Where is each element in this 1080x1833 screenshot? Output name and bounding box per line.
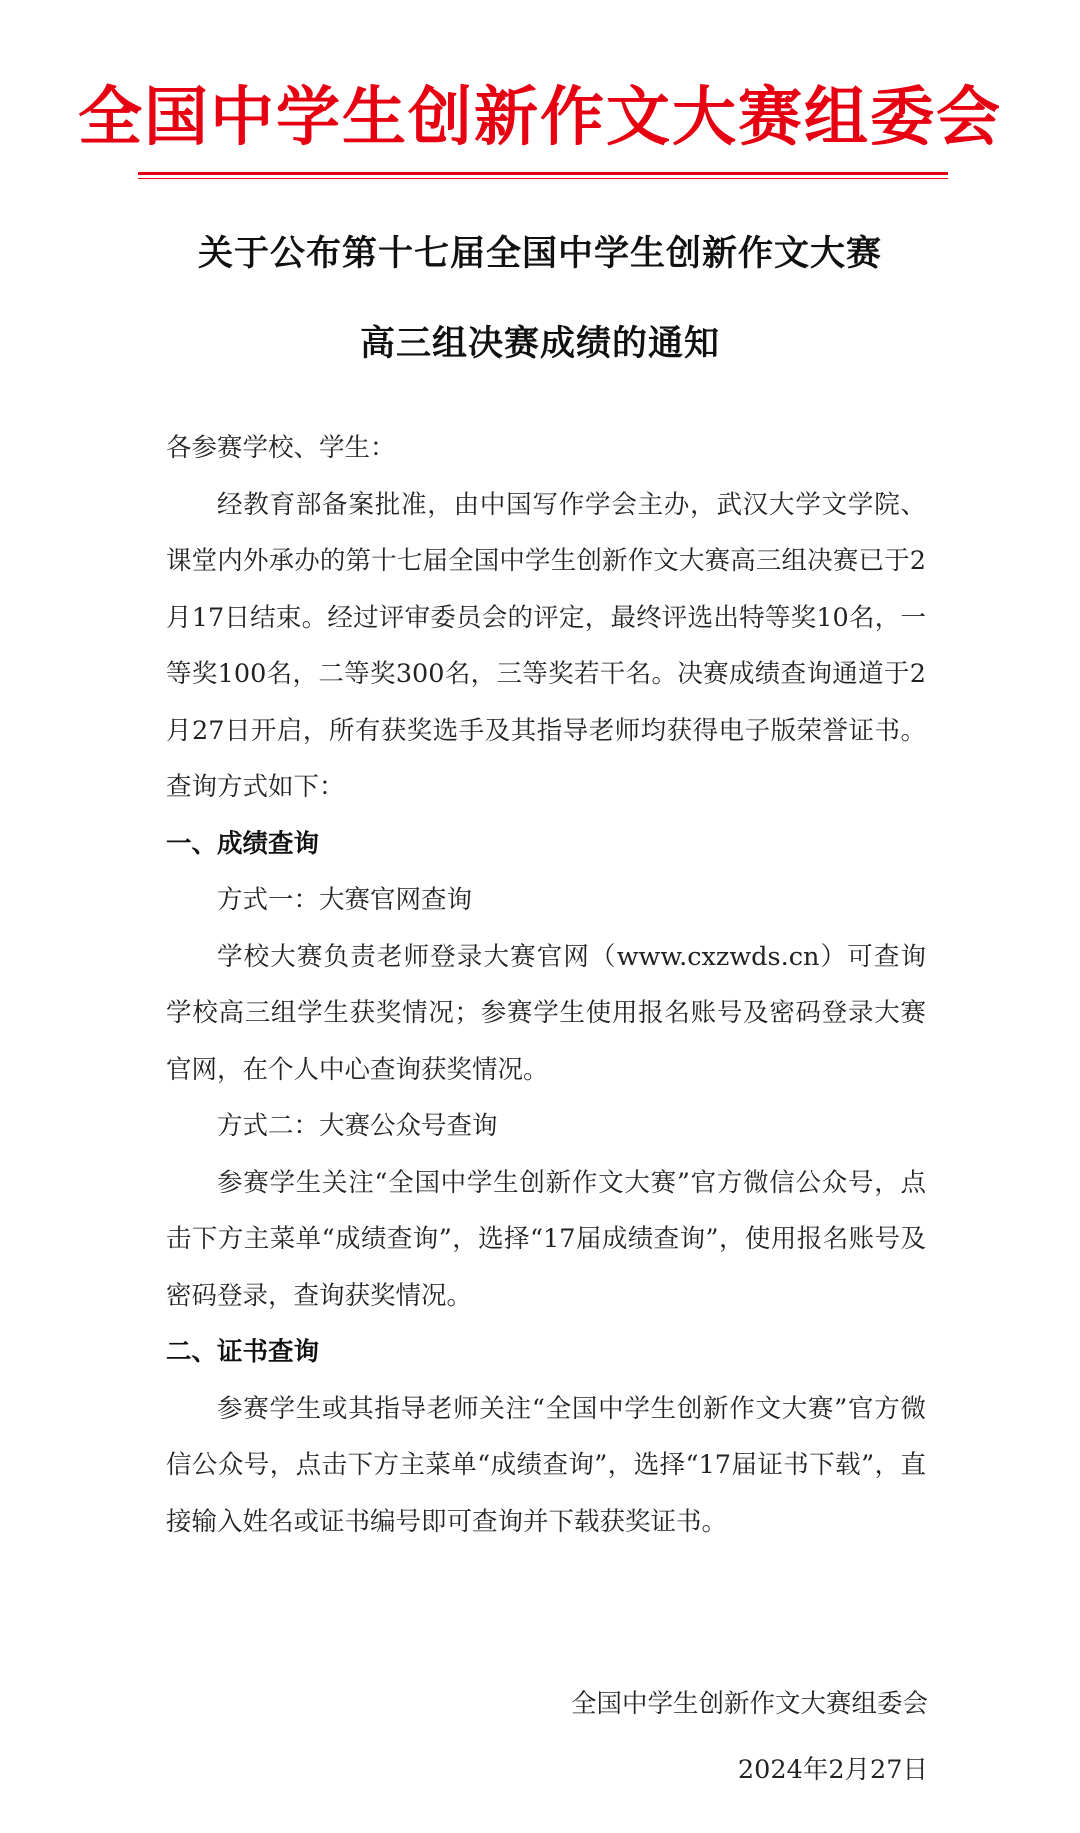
method1-title: 方式一：大赛官网查询 [217, 885, 473, 915]
method2-title: 方式二：大赛公众号查询 [217, 1111, 498, 1141]
notice-title-line1: 关于公布第十七届全国中学生创新作文大赛 [197, 234, 882, 274]
notice-body [166, 420, 926, 1550]
method2-paragraph: 参赛学生关注“全国中学生创新作文大赛”官方微信公众号，点击下方主菜单“成绩查询”，选择“17届成绩查询”，使用报名账号及密码登录，查询获奖情况。 [166, 1167, 926, 1311]
signature-org: 全国中学生创新作文大赛组委会 [570, 1689, 928, 1719]
letterhead-org-name: 全国中学生创新作文大赛组委会 [78, 80, 1002, 155]
letterhead-rule-thin [138, 178, 948, 179]
salutation: 各参赛学校、学生： [166, 433, 396, 463]
letterhead-rule-thick [138, 172, 948, 175]
intro-paragraph: 经教育部备案批准，由中国写作学会主办，武汉大学文学院、课堂内外承办的第十七届全国中学生创新作文大赛高三组决赛已于2月17日结束。经过评审委员会的评定，最终评选出特等奖10名，一等奖100名，二等奖300名，三等奖若干名。决赛成绩查询通道于2月27日开启，所有获奖选手及其指导老师均获得电子版荣誉证书。查询方式如下： [166, 489, 926, 802]
section1-heading: 一、成绩查询 [166, 828, 320, 859]
section2-paragraph: 参赛学生或其指导老师关注“全国中学生创新作文大赛”官方微信公众号，点击下方主菜单“成绩查询”，选择“17届证书下载”，直接输入姓名或证书编号即可查询并下载获奖证书。 [166, 1393, 926, 1537]
method1-paragraph: 学校大赛负责老师登录大赛官网（www.cxzwds.cn）可查询学校高三组学生获奖情况；参赛学生使用报名账号及密码登录大赛官网，在个人中心查询获奖情况。 [166, 941, 926, 1085]
signature-date: 2024年2月27日 [737, 1755, 928, 1785]
section2-heading: 二、证书查询 [166, 1337, 320, 1367]
notice-title-line2: 高三组决赛成绩的通知 [359, 324, 720, 364]
